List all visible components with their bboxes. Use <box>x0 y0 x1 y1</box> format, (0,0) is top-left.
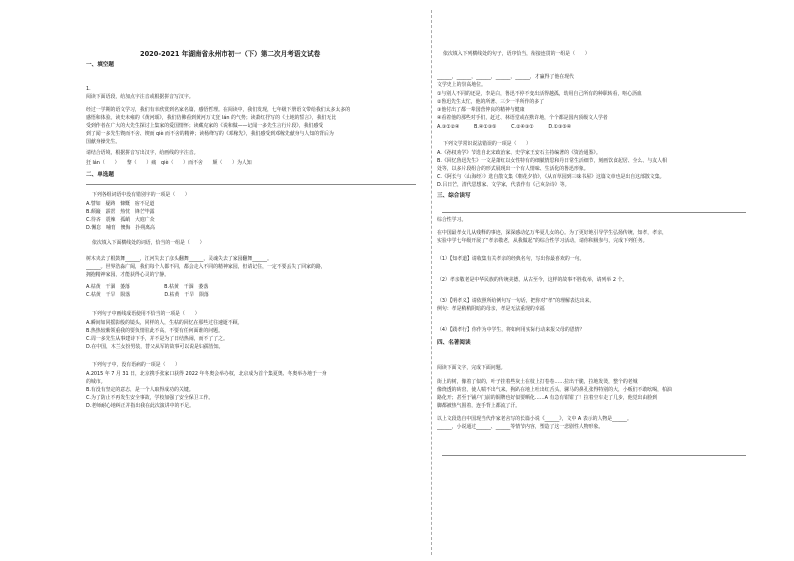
answer-line <box>442 455 746 456</box>
text-line: 树木夹去了根鼓舞______，江河失去了彦头翻舞______，灵魂失去了家园翻舞______。 <box>86 256 272 262</box>
section-heading: 一、填空题 <box>86 62 114 68</box>
text-line: 国献身操先生。 <box>86 139 121 145</box>
text-line: 拥抱精神家园，才能获得心灵的宁静。 <box>86 272 170 278</box>
text-line: C.待吝 震辣 孤峭 大庭广众 <box>86 217 155 223</box>
text-line: A.譬如 疑踌 慷慨 宿不足道 <box>86 201 155 207</box>
text-line: 下列文学常识说法错误的一项是（ ） <box>443 141 532 147</box>
text-line: 综合性学习。 <box>437 217 467 223</box>
text-line: C.为了防止不再发生安全事故，学校加强了安全保卫工作。 <box>86 395 214 401</box>
text-line: B.《回忆鲁迅先生》一文是萧红以女性特有的细腻情思和丹日常生活细节，刻画饮食起居、全么、与友人相 <box>437 158 667 164</box>
text-line: A.《孙权劝学》节选自北宋政治家、史学家王安石主持编著的《资治通鉴》。 <box>437 150 601 156</box>
text-line: ④看着他的那些对手们，赶过、林语堂或在默许地，个个都是国内顶级文人学者 <box>437 115 608 121</box>
text-line: 街上的树，像着了似的，叶子挂着些灰土在枝上打卷卷……拉出干脆，拉地发烫，整个的老城 <box>437 379 638 385</box>
text-line: 阅读下面文字，完成下面问题。 <box>437 365 506 371</box>
text-line: C.《阿长与〈山海经〉》选自散文集《朝花夕拾》，《从百草园到三味书屋》这篇文章也是出自这部散文集。 <box>437 174 665 180</box>
section-heading: 四、名著阅读 <box>437 340 471 346</box>
text-line: 下列句子中，没有语病的一项是（ ） <box>92 362 181 368</box>
text-line: A.2015 年 7 月 31 日，北京携手张家口获得 2022 年冬奥会举办权，北京成为首个集夏奥、冬奥举办地于一身 <box>86 371 327 377</box>
text-line: 实验中学七年级开展了“孝亲敬老，从我做起”的综合性学习活动，请你积极参与，完成下列任务。 <box>437 238 648 244</box>
text-line: ______。世界浩淼广阔，我们每个人都不同，都会走入不同的精神家园，但请记住，一定不要丢失了回家的路， <box>86 264 326 270</box>
text-line: ①与别人不同的还是，李是白，鲁迅不停不变出活得越孤，幼用自己所有的种职转看，呕心沥血 <box>437 91 642 97</box>
page-title: 2020-2021 年湖南省永州市初一（下）第二次月考语文试卷 <box>140 50 321 58</box>
text-line: 1. <box>86 86 91 92</box>
text-line: 依次填入下面横线处的词语，恰当的一组是（ ） <box>92 240 205 246</box>
text-line: D.懈怠 哺育 懊悔 扑朔离高 <box>86 225 155 231</box>
text-line: 下列句子中画线成语使用不恰当的一项是（ ） <box>92 311 200 317</box>
text-line: 脚都被热气围着，连手背上都流了汗。 <box>437 403 521 409</box>
text-line: 受到作者在广大的大先生探讨上集家的爱国情怀；读藏克家的《说和做——记闻一多先生言行片段》，我们感受 <box>86 123 324 129</box>
text-line: 下列各组词语中没有错别字的一项是（ ） <box>92 192 190 198</box>
text-line: B.有没有坚定的意志，是一个人取得成功的关键。 <box>86 387 194 393</box>
text-line: A.③①②④ B.④①③⑤ C.②④③① D.①③⑤④ <box>437 124 572 130</box>
text-line: （4）【践孝行】你作为中学生，将如何用实际行动来报父母的恩情？ <box>437 327 585 333</box>
answer-line <box>442 212 746 213</box>
text-line: D.在中国，木兰女扮男装，替父从军的故事可以说是妇孺皆知。 <box>86 344 224 350</box>
text-line: （1）【知孝道】请收集有关孝亲的经典名句，写出你最喜欢的一句。 <box>437 256 585 262</box>
text-line: 经过一学期的语文学习，我们有幸欣赏到名家名篇，感悟哲理。在阅读中，我们发现，七年级下册语文带给我们太多太多的 <box>86 107 351 113</box>
text-line: （3）【明孝义】请依照所给例句写一句话，把你对“孝”的理解表达出来。 <box>437 298 595 304</box>
text-line: 处等，以多片段组合的形式展现出一个有人情味、生活化的鲁迅形象。 <box>437 166 589 172</box>
text-line: ______，______，______，______，______，才赢得了他在现代 <box>437 74 574 80</box>
text-line: ②鲁迅先生太忙，他的所著、三少一半所作的多了 <box>437 99 545 105</box>
text-line: B.颠簸 霹雳 热忱 锋芒毕露 <box>86 209 155 215</box>
text-line: 阅读下面语段，给加点字注音或根据拼音写汉字。 <box>86 94 194 100</box>
text-line: A.瞬间如同摇影般的镜头，同样的人，生枯的回忆在那些过往速逝不顾。 <box>86 320 243 326</box>
column-divider <box>431 10 432 555</box>
text-line: 感悟和体验。读史未雍的《黄河颂》，我们仿佛看到黄河万丈狂 lán 的气势；读萧红抒写的《土地的誓言》，我们无比 <box>86 115 337 121</box>
text-line: 路化开；甚至于铺户门前的铜牌也好似要晒化……A 有急有钳钳了！拉着空车走了几步，他觉出由脸到 <box>437 395 658 401</box>
text-line: 以上文段选自中国现当代作家老舍写的长篇小说《______》，文中 A 表示的人物是______。 <box>437 416 632 422</box>
text-line: C.枯黄 干旱 陨落 D.枯黄 干旱 陨落 <box>86 292 209 298</box>
text-line: 文学史上的崇高地位。 <box>437 82 486 88</box>
text-line: ______，小说通过______、______等情节内容，塑造了这一悲剧性人物形象。 <box>437 424 604 430</box>
text-line: C.周一多先生从事建诗下手，并不是为了日结热闹，而不了了之。 <box>86 336 228 342</box>
text-line: 的城市。 <box>86 379 106 385</box>
text-line: 请结合语境，根据拼音写出汉字，给画线的字注音。 <box>86 150 199 156</box>
text-line: B.热热较紫领重我的要负情驻此不高，不要有任何面谁的问题。 <box>86 328 223 334</box>
text-line: 狂 lán（ ） 黎（ ）痛 qiè（ ）而不舍 颠（ ）为人知 <box>86 160 252 166</box>
text-line: 在中国最孝女儿从残释的事迹，深深感动亿万华夏儿女的心。为了更好地引导学生弘扬传统，知孝，孝亲， <box>437 230 667 236</box>
text-line: D.吕日芒，清代思想家、文学家，代表作有《己亥杂诗》等。 <box>437 182 570 188</box>
text-line: 例句：孝是稍稍阴暗的母亲，孝是无法重现的幸福 <box>437 306 545 312</box>
section-heading: 三、综合读写 <box>437 193 471 199</box>
text-line: ③他付出了都一辈国营仲良的精神与健康 <box>437 107 525 113</box>
answer-line <box>86 184 416 185</box>
text-line: 像烧透的砖窑，使人喘不出气来。狗趴在地上吐出红舌头，骡马的鼻孔张得特别的大，小贩们不敢吆喝，柏油 <box>437 387 672 393</box>
text-line: 到了闻一多先生锲而不舍、锲而 qiè 而不舍的精神；读杨绛写的《邓稼先》，我们感受到邓稼先献身与人知的背后为 <box>86 131 334 137</box>
text-line: （2）孝亲敬老是中华民族的传统美德，从古至今，这样的故事不胜枚举，请列举 2 个。 <box>437 277 628 283</box>
text-line: A.枯黄 干涸 萎落 B.枯黄 干涸 萎落 <box>86 284 209 290</box>
text-line: 依次填入下列横线处的句子，语序恰当，衔接连贯的一组是（ ） <box>443 51 590 57</box>
text-line: D.老师耐心地纠正并指出我在此次演讲中的不足。 <box>86 403 195 409</box>
section-heading: 二、单选题 <box>86 172 114 178</box>
left-column <box>86 0 428 561</box>
right-column <box>437 0 759 561</box>
